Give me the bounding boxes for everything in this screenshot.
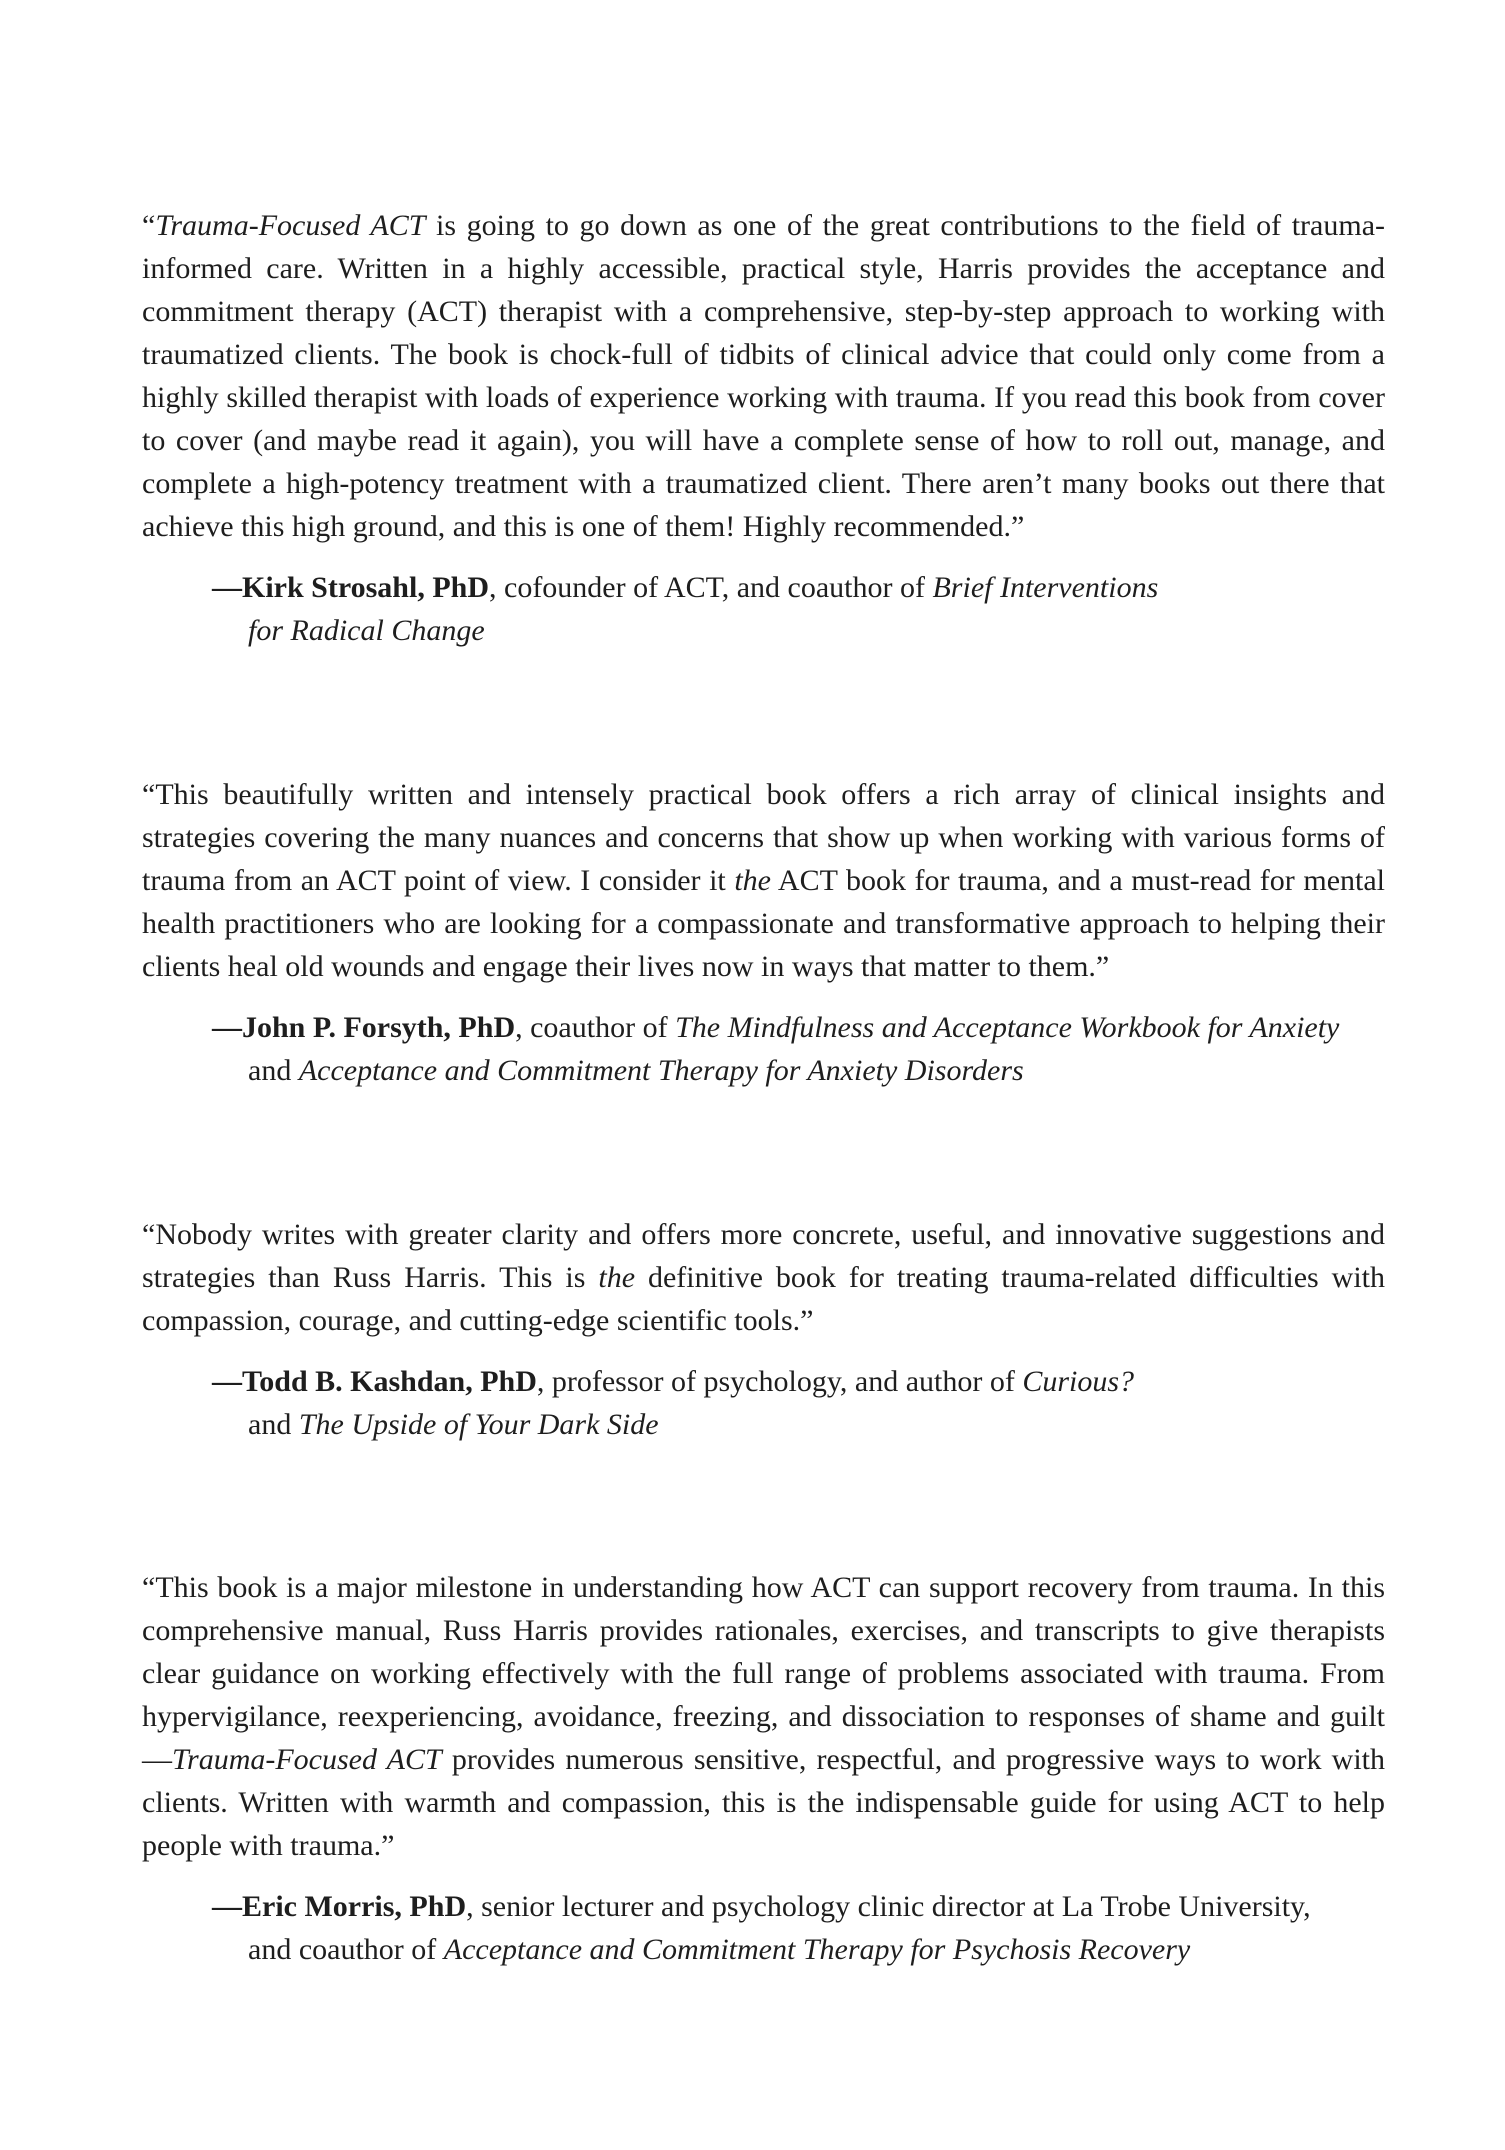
endorser-credentials-cont: and xyxy=(248,1408,299,1441)
quote-text: “Nobody writes with greater clarity and offers more concrete, useful, and innovative suggestions and strategies than Russ Harris. This is xyxy=(142,1218,1385,1294)
endorser-name: Todd B. Kashdan, PhD xyxy=(242,1365,537,1398)
attribution-dash: — xyxy=(212,1365,242,1398)
endorser-name: John P. Forsyth, PhD xyxy=(242,1011,516,1044)
endorsement-3 xyxy=(142,1213,1385,1446)
endorsement-2 xyxy=(142,773,1385,1092)
endorsement-quote xyxy=(142,204,1385,548)
endorser-credentials-cont: and xyxy=(248,1054,299,1087)
attribution-dash: — xyxy=(212,1890,242,1923)
endorser-book-title-cont: Acceptance and Commitment Therapy for Psychosis Recovery xyxy=(443,1933,1191,1966)
endorser-book-title-cont: Acceptance and Commitment Therapy for Anxiety Disorders xyxy=(298,1054,1024,1087)
attribution-dash: — xyxy=(212,1011,242,1044)
endorser-name: Kirk Strosahl, PhD xyxy=(242,571,489,604)
quote-title-italic: Trauma-Focused ACT xyxy=(172,1743,442,1776)
quote-text: “This book is a major milestone in understanding how ACT can support recovery from trauma. In this comprehensive manual, Russ Harris provides rationales, exercises, and transcripts to give therapists clear guidance on working effectively with the full range of problems associated with trauma. From hypervigilance, reexperiencing, avoidance, freezing, and dissociation to responses of shame and guilt— xyxy=(142,1571,1385,1776)
endorsement-attribution xyxy=(212,1006,1385,1092)
quote-emphasis-italic: the xyxy=(734,864,771,897)
quote-title-italic: Trauma-Focused ACT xyxy=(155,209,426,242)
endorsement-4 xyxy=(142,1566,1385,1971)
endorsement-attribution xyxy=(212,1360,1385,1446)
endorser-book-title: Brief Interventions xyxy=(932,571,1159,604)
attribution-dash: — xyxy=(212,571,242,604)
endorsement-1 xyxy=(142,204,1385,652)
quote-text: provides numerous sensitive, respectful, and progressive ways to work with clients. Written with warmth and compassion, this is the indispensable guide for using ACT to help people with trauma.” xyxy=(142,1743,1385,1862)
endorsement-quote xyxy=(142,1566,1385,1867)
endorser-credentials: , professor of psychology, and author of xyxy=(536,1365,1023,1398)
quote-text: “This beautifully written and intensely practical book offers a rich array of clinical insights and strategies covering the many nuances and concerns that show up when working with various forms of trauma from an ACT point of view. I consider it xyxy=(142,778,1385,897)
endorser-credentials: , senior lecturer and psychology clinic director at La Trobe University, xyxy=(466,1890,1311,1923)
endorsement-attribution xyxy=(212,1885,1385,1971)
quote-emphasis-italic: the xyxy=(598,1261,636,1294)
quote-text: is going to go down as one of the great contributions to the field of trauma-informed care. Written in a highly accessible, practical style, Harris provides the acceptance and commitment therapy (ACT) therapist with a comprehensive, step-by-step approach to working with traumatized clients. The book is chock-full of tidbits of clinical advice that could only come from a highly skilled therapist with loads of experience working with trauma. If you read this book from cover to cover (and maybe read it again), you will have a complete sense of how to roll out, manage, and complete a high-potency treatment with a traumatized client. There aren’t many books out there that achieve this high ground, and this is one of them! Highly recommended.” xyxy=(142,209,1386,543)
quote-text: ACT book for trauma, and a must-read for mental health practitioners who are looking for a compassionate and transformative approach to helping their clients heal old wounds and engage their lives now in ways that matter to them.” xyxy=(142,864,1385,983)
endorsement-quote xyxy=(142,1213,1385,1342)
endorsement-attribution xyxy=(212,566,1385,652)
endorser-credentials: , coauthor of xyxy=(515,1011,676,1044)
endorser-credentials: , cofounder of ACT, and coauthor of xyxy=(489,571,933,604)
endorser-name: Eric Morris, PhD xyxy=(242,1890,467,1923)
endorser-credentials-cont: and coauthor of xyxy=(248,1933,444,1966)
quote-text: “ xyxy=(142,209,156,242)
endorser-book-title-cont: for Radical Change xyxy=(248,614,485,647)
endorser-book-title: The Mindfulness and Acceptance Workbook for Anxiety xyxy=(675,1011,1340,1044)
endorser-book-title-cont: The Upside of Your Dark Side xyxy=(298,1408,659,1441)
endorsement-quote xyxy=(142,773,1385,988)
quote-text: definitive book for treating trauma-related difficulties with compassion, courage, and cutting-edge scientific tools.” xyxy=(142,1261,1385,1337)
endorser-book-title: Curious? xyxy=(1022,1365,1135,1398)
